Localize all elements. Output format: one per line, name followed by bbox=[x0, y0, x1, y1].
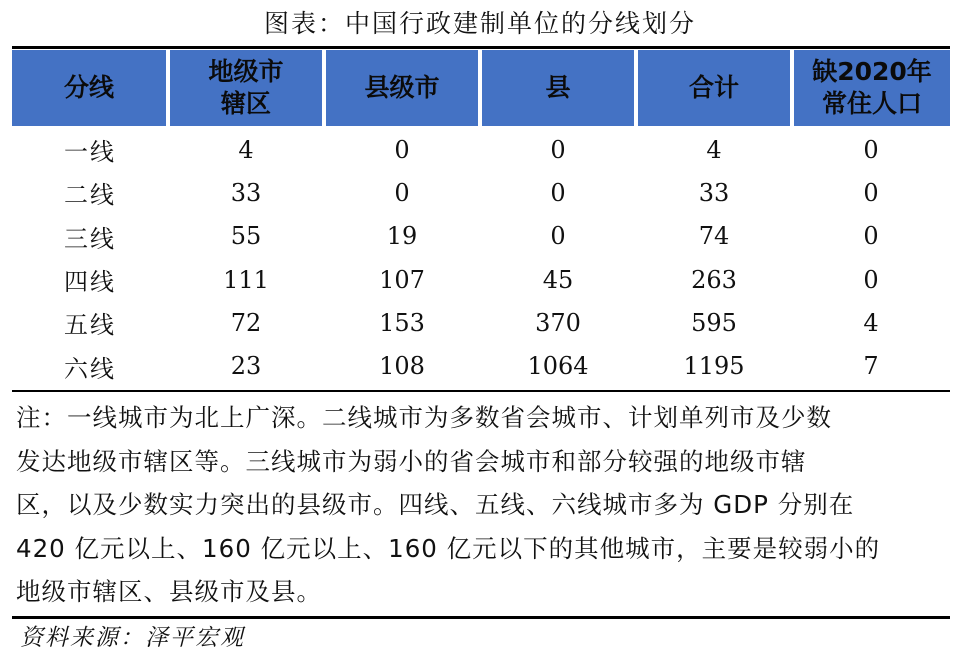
table-header-row bbox=[12, 50, 950, 127]
header-text: 合计 bbox=[688, 73, 739, 102]
table-cell: 107 bbox=[379, 265, 425, 294]
table-cell: 0 bbox=[863, 178, 879, 207]
table-cell: 33 bbox=[230, 178, 262, 207]
table-cell: 33 bbox=[698, 178, 730, 207]
table-bottom-rule bbox=[12, 390, 950, 392]
bottom-rule bbox=[12, 616, 950, 619]
table-cell: 0 bbox=[550, 222, 566, 251]
table-cell: 74 bbox=[698, 222, 730, 251]
table-cell: 0 bbox=[394, 178, 410, 207]
header-text: 地级市 bbox=[208, 57, 284, 86]
top-rule bbox=[12, 46, 950, 49]
table-cell: 五线 bbox=[64, 311, 116, 340]
table-row bbox=[12, 258, 950, 301]
footnote bbox=[16, 396, 946, 614]
table-cell: 4 bbox=[863, 308, 879, 337]
table-cell: 55 bbox=[230, 222, 262, 251]
header-cell-counties bbox=[480, 50, 636, 127]
header-cell-county-cities bbox=[324, 50, 480, 127]
table-cell: 7 bbox=[863, 352, 879, 381]
footnote-line: 注：一线城市为北上广深。二线城市为多数省会城市、计划单列市及少数 bbox=[16, 403, 832, 432]
table-cell: 0 bbox=[863, 222, 879, 251]
table-cell: 108 bbox=[379, 352, 425, 381]
header-cell-missing-population bbox=[792, 50, 950, 127]
header-text: 县 bbox=[545, 73, 571, 102]
table-cell: 三线 bbox=[64, 224, 116, 253]
table-cell: 四线 bbox=[64, 268, 116, 297]
table-cell: 二线 bbox=[64, 181, 116, 210]
header-cell-prefecture-districts bbox=[168, 50, 324, 127]
table-cell: 1195 bbox=[683, 352, 745, 381]
header-text: 辖区 bbox=[220, 89, 271, 118]
table-cell: 263 bbox=[691, 265, 737, 294]
table-cell: 一线 bbox=[64, 138, 116, 167]
table-cell: 595 bbox=[691, 308, 737, 337]
footnote-line: 区，以及少数实力突出的县级市。四线、五线、六线城市多为 GDP 分别在 bbox=[16, 490, 855, 519]
table-cell: 0 bbox=[863, 265, 879, 294]
table-cell: 4 bbox=[706, 135, 722, 164]
table-cell: 45 bbox=[542, 265, 574, 294]
table-cell: 0 bbox=[863, 135, 879, 164]
city-tier-table bbox=[12, 50, 950, 388]
header-text: 常住人口 bbox=[821, 89, 922, 118]
table-cell: 153 bbox=[379, 308, 425, 337]
table-cell: 370 bbox=[535, 308, 581, 337]
header-cell-total bbox=[636, 50, 792, 127]
table-cell: 72 bbox=[230, 308, 262, 337]
source-caption: 资料来源：泽平宏观 bbox=[20, 625, 245, 651]
table-cell: 4 bbox=[238, 135, 254, 164]
table-cell: 19 bbox=[386, 222, 418, 251]
footnote-line: 发达地级市辖区等。三线城市为弱小的省会城市和部分较强的地级市辖 bbox=[16, 446, 807, 476]
header-text: 县级市 bbox=[364, 73, 440, 102]
table-cell: 0 bbox=[394, 135, 410, 164]
table-cell: 111 bbox=[223, 265, 269, 294]
table-cell: 23 bbox=[230, 352, 262, 381]
header-text: 分线 bbox=[63, 73, 114, 102]
table-row bbox=[12, 127, 950, 171]
table-row bbox=[12, 215, 950, 258]
footnote-line: 420 亿元以上、160 亿元以上、160 亿元以下的其他城市，主要是较弱小的 bbox=[16, 533, 881, 563]
footnote-line: 地级市辖区、县级市及县。 bbox=[16, 577, 322, 606]
table-cell: 六线 bbox=[64, 354, 116, 383]
header-text: 缺2020年 bbox=[812, 57, 932, 86]
table-title: 图表：中国行政建制单位的分线划分 bbox=[263, 9, 696, 38]
table-row bbox=[12, 171, 950, 214]
table-row bbox=[12, 344, 950, 387]
table-cell: 1064 bbox=[527, 352, 589, 381]
table-cell: 0 bbox=[550, 178, 566, 207]
header-cell-tier bbox=[12, 50, 168, 127]
table-cell: 0 bbox=[550, 135, 566, 164]
table-row bbox=[12, 301, 950, 344]
